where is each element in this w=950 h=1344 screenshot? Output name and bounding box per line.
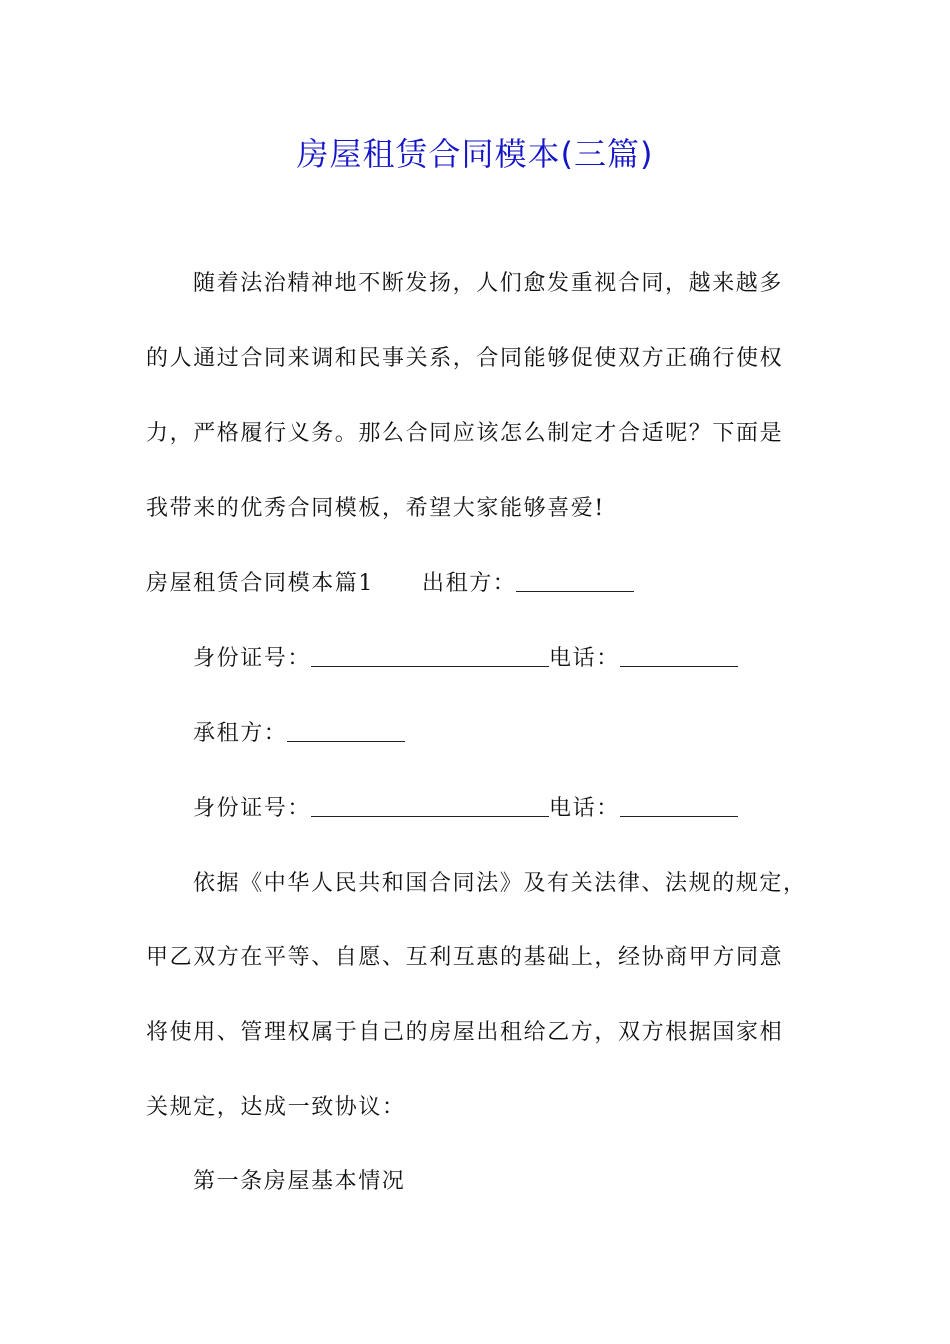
lessee-line bbox=[193, 714, 405, 754]
intro-line-4: 我带来的优秀合同模板，希望大家能够喜爱! bbox=[146, 496, 605, 521]
intro-line-3: 力，严格履行义务。那么合同应该怎么制定才合适呢？下面是 bbox=[146, 421, 784, 446]
lessee-id-label: 身份证号： bbox=[193, 796, 312, 821]
lessor-phone-label: 电话： bbox=[549, 646, 620, 671]
body-line-2: 甲乙双方在平等、自愿、互利互惠的基础上，经协商甲方同意 bbox=[146, 945, 784, 970]
lessee-label: 承租方： bbox=[193, 721, 288, 746]
body-line-1: 依据《中华人民共和国合同法》及有关法律、法规的规定， bbox=[193, 871, 807, 896]
lessee-id-line bbox=[193, 789, 738, 829]
lessor-label: 出租方： bbox=[422, 571, 517, 596]
article-1-title: 第一条房屋基本情况 bbox=[193, 1169, 406, 1194]
lessor-phone-blank bbox=[620, 642, 738, 667]
contract-section-heading: 房屋租赁合同模本篇1 bbox=[146, 571, 374, 596]
lessee-phone-label: 电话： bbox=[549, 796, 620, 821]
lessor-name-blank bbox=[516, 567, 634, 592]
contract-heading-line bbox=[146, 564, 634, 604]
document-title: 房屋租赁合同模本(三篇) bbox=[296, 135, 654, 173]
lessee-phone-blank bbox=[620, 792, 738, 817]
lessor-id-blank bbox=[311, 642, 549, 667]
lessor-id-line bbox=[193, 639, 738, 679]
intro-line-1: 随着法治精神地不断发扬，人们愈发重视合同，越来越多 bbox=[193, 271, 784, 296]
body-line-3: 将使用、管理权属于自己的房屋出租给乙方，双方根据国家相 bbox=[146, 1020, 784, 1045]
lessor-id-label: 身份证号： bbox=[193, 646, 312, 671]
intro-line-2: 的人通过合同来调和民事关系，合同能够促使双方正确行使权 bbox=[146, 346, 784, 371]
lessee-name-blank bbox=[287, 717, 405, 742]
lessee-id-blank bbox=[311, 792, 549, 817]
body-line-4: 关规定，达成一致协议： bbox=[146, 1095, 406, 1120]
